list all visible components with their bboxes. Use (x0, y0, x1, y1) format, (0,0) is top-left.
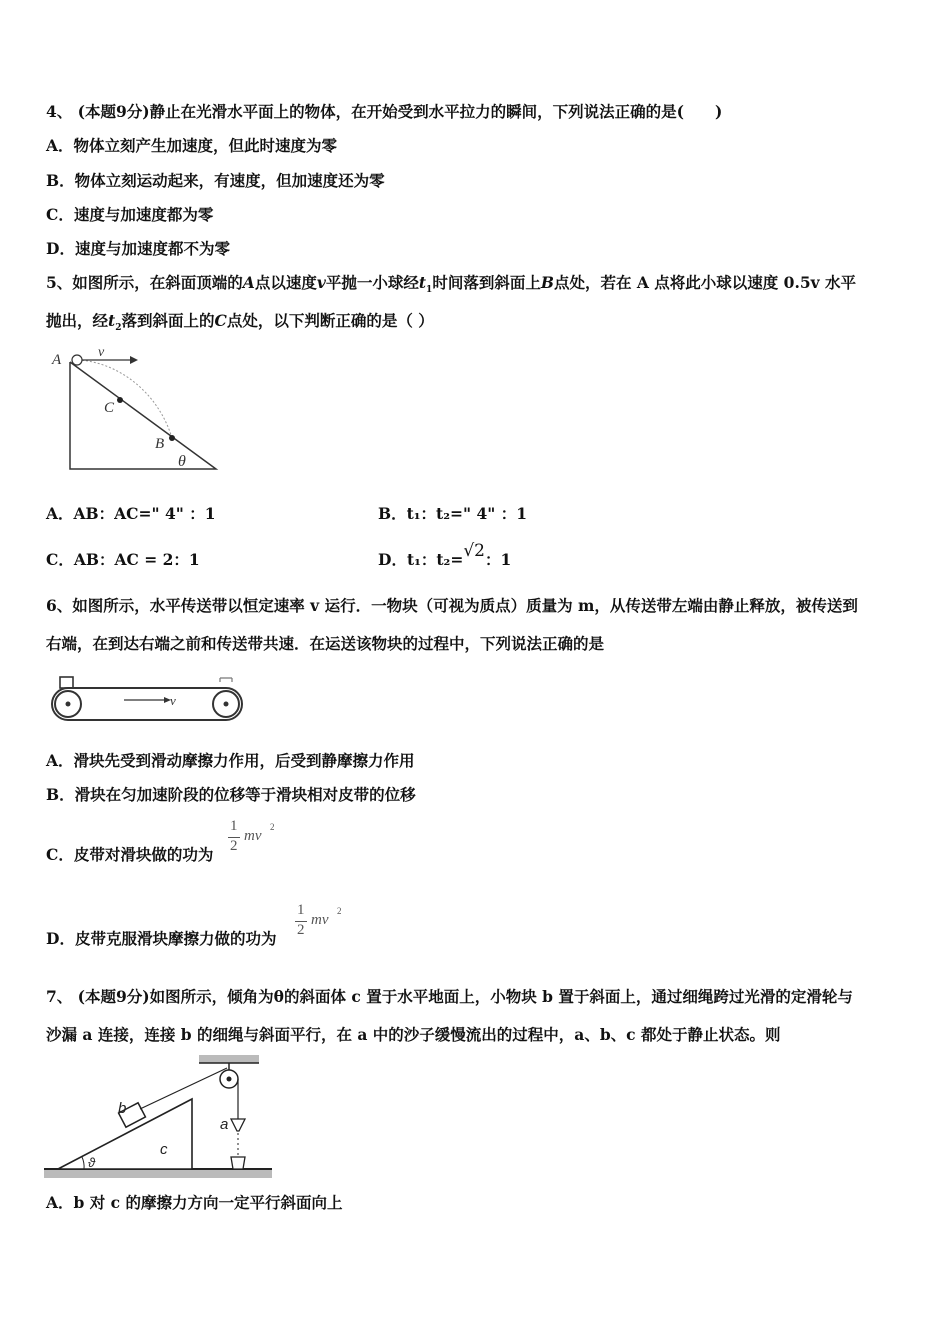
q5-incline-figure (48, 342, 223, 474)
q6-option-a: A．滑块先受到滑动摩擦力作用，后受到静摩擦力作用 (46, 751, 415, 770)
label-b: B (155, 436, 165, 452)
q6-conveyor-figure (48, 672, 248, 726)
q6-option-c: C．皮带对滑块做的功为 (46, 845, 214, 864)
q6-option-d-formula: 1 2 mv 2 (297, 902, 342, 938)
label-c: c (160, 1141, 168, 1158)
label-theta: ϑ (88, 1155, 96, 1170)
label-c: C (104, 400, 115, 416)
label-theta: θ (178, 453, 186, 470)
q7-stem-line1: 7、 (本题9分)如图所示，倾角为θ的斜面体 c 置于水平地面上，小物块 b 置于斜面上，通过细绳跨过光滑的定滑轮与 (46, 987, 853, 1006)
label-v: v (98, 345, 105, 360)
label-b: b (118, 1100, 127, 1117)
q4-option-d: D．速度与加速度都不为零 (46, 239, 230, 258)
q7-incline-pulley-figure (44, 1053, 274, 1183)
label-a: a (220, 1116, 229, 1133)
incline-triangle (70, 362, 216, 469)
ground (44, 1169, 272, 1178)
q6-stem-line2: 右端，在到达右端之前和传送带共速．在运送该物块的过程中，下列说法正确的是 (46, 634, 605, 653)
q5-stem-line2: 抛出，经$t_2$落到斜面上的C点处，以下判断正确的是（ ） (46, 311, 434, 334)
q6-stem-line1: 6、如图所示，水平传送带以恒定速率 v 运行．一物块（可视为质点）质量为 m，从传送带左端由静止释放，被传送到 (46, 596, 858, 615)
label-a: A (52, 352, 62, 368)
q5-option-a: A．AB：AC=" 4" ：1 (46, 504, 216, 523)
q4-stem: 4、 (本题9分)静止在光滑水平面上的物体，在开始受到水平拉力的瞬间，下列说法正确的是( ) (46, 102, 723, 121)
label-v: v (170, 693, 176, 708)
bucket-icon (231, 1157, 245, 1169)
q5-option-d: D．t₁：t₂=√2：1 (378, 541, 512, 569)
q4-option-c: C．速度与加速度都为零 (46, 205, 214, 224)
block-icon (60, 677, 73, 688)
q5-option-c: C．AB：AC = 2：1 (46, 550, 200, 569)
q5-option-b: B．t₁：t₂=" 4" ：1 (378, 504, 527, 523)
q4-option-a: A．物体立刻产生加速度，但此时速度为零 (46, 136, 338, 155)
q5-stem-line1: 5、如图所示，在斜面顶端的A点以速度v平抛一小球经$t_1$时间落到斜面上B点处，若在 A 点将此小球以速度 0.5v 水平 (46, 273, 857, 296)
q6-option-c-formula: 1 2 mv 2 (230, 818, 275, 854)
sand-funnel-a (231, 1119, 245, 1131)
ball-icon (72, 355, 82, 365)
q6-option-d: D．皮带克服滑块摩擦力做的功为 (46, 929, 277, 948)
q7-option-a: A．b 对 c 的摩擦力方向一定平行斜面向上 (46, 1193, 343, 1212)
q6-option-b: B．滑块在匀加速阶段的位移等于滑块相对皮带的位移 (46, 785, 416, 804)
q7-stem-line2: 沙漏 a 连接，连接 b 的细绳与斜面平行，在 a 中的沙子缓慢流出的过程中，a、b、c 都处于静止状态。则 (46, 1025, 781, 1044)
point-c (117, 397, 123, 403)
point-b (169, 435, 175, 441)
q4-option-b: B．物体立刻运动起来，有速度，但加速度还为零 (46, 171, 385, 190)
ceiling (199, 1055, 259, 1063)
